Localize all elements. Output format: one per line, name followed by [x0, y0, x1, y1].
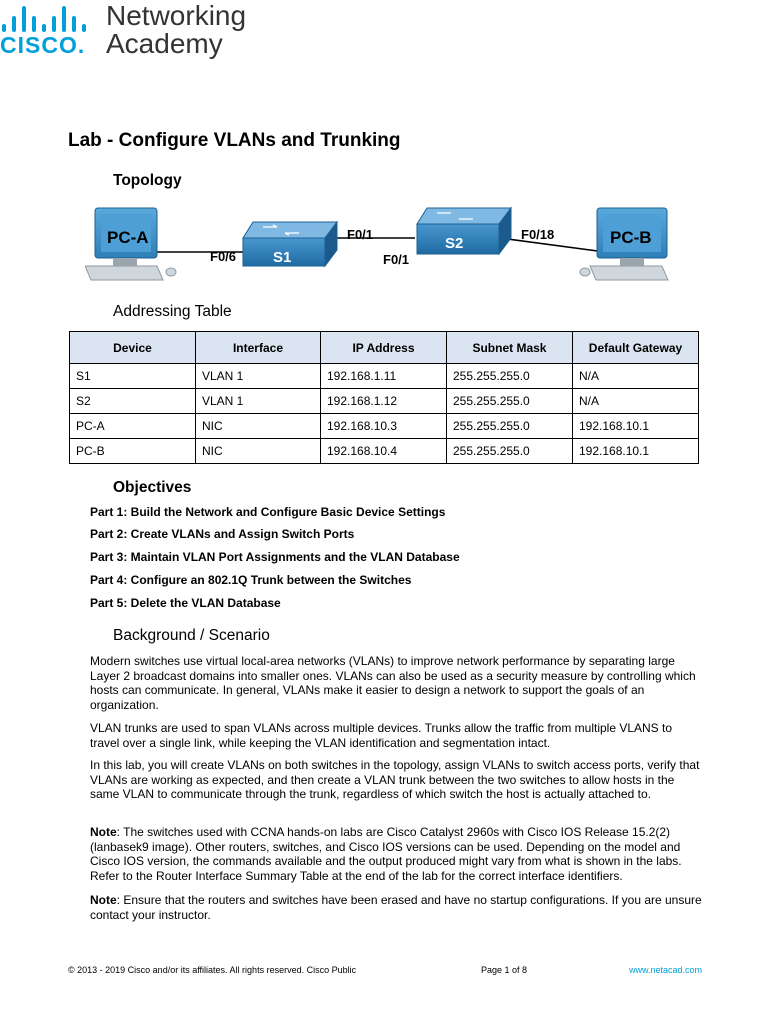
topology-diagram [85, 200, 685, 290]
lab-title: Lab - Configure VLANs and Trunking [68, 130, 401, 151]
table-cell: 255.255.255.0 [446, 364, 572, 389]
objective-item: Part 5: Delete the VLAN Database [90, 596, 281, 610]
table-cell: 192.168.1.12 [320, 389, 446, 414]
cisco-wordmark: CISCO. [0, 32, 86, 58]
topology-heading: Topology [113, 172, 182, 189]
note-paragraph-2 [90, 893, 702, 922]
column-header: Device [70, 332, 196, 364]
column-header: Subnet Mask [446, 332, 572, 364]
table-cell: 255.255.255.0 [446, 414, 572, 439]
table-cell: 192.168.10.3 [320, 414, 446, 439]
objective-item: Part 3: Maintain VLAN Port Assignments and the VLAN Database [90, 550, 460, 564]
note-text: : The switches used with CCNA hands-on labs are Cisco Catalyst 2960s with Cisco IOS Release 15.2(2) (lanbasek9 image). Other routers, switches, and Cisco IOS versions can be used. Depending on the model and Cisco IOS version, the commands available and the output produced might vary from what is shown in the labs. Refer to the Router Interface Summary Table at the end of the lab for the correct interface identifiers. [90, 825, 682, 883]
table-cell: VLAN 1 [196, 364, 321, 389]
table-cell: S2 [70, 389, 196, 414]
cisco-networking-academy-logo [0, 0, 260, 62]
table-cell: 192.168.10.1 [572, 439, 698, 464]
background-paragraph-1: Modern switches use virtual local-area networks (VLANs) to improve network performance by separating large Layer 2 broadcast domains into smaller ones. VLANs can also be used as a security measure by controlling which hosts can communicate. In general, VLANs make it easier to design a network to support the goals of an organization. [90, 654, 696, 712]
column-header: IP Address [320, 332, 446, 364]
objective-item: Part 4: Configure an 802.1Q Trunk between the Switches [90, 573, 412, 587]
interface-label-f0-6: F0/6 [210, 249, 237, 264]
cisco-bars-icon [0, 4, 95, 32]
footer-copyright: © 2013 - 2019 Cisco and/or its affiliates. All rights reserved. Cisco Public [68, 965, 357, 975]
background-paragraph-2: VLAN trunks are used to span VLANs across multiple devices. Trunks allow the traffic from multiple VLANS to travel over a single link, while keeping the VLAN identification and segmentation intact. [90, 721, 673, 750]
note-paragraph-1 [90, 825, 702, 883]
footer-page-number: Page 1 of 8 [481, 965, 528, 975]
table-header-row [70, 332, 699, 364]
table-cell: 192.168.1.11 [320, 364, 446, 389]
s1-label: S1 [273, 249, 292, 266]
table-cell: NIC [196, 414, 321, 439]
footer-url-link[interactable]: www.netacad.com [628, 965, 702, 975]
note-label: Note [90, 825, 117, 839]
addressing-heading: Addressing Table [113, 303, 232, 320]
addressing-table [69, 331, 699, 464]
table-cell: 192.168.10.1 [572, 414, 698, 439]
objectives-heading: Objectives [113, 479, 192, 496]
table-cell: 192.168.10.4 [320, 439, 446, 464]
objective-item: Part 1: Build the Network and Configure Basic Device Settings [90, 505, 446, 519]
table-cell: 255.255.255.0 [446, 439, 572, 464]
table-row [70, 414, 699, 439]
table-cell: PC-A [70, 414, 196, 439]
table-cell: N/A [572, 389, 698, 414]
interface-label-s1-f0-1: F0/1 [347, 227, 374, 242]
table-cell: NIC [196, 439, 321, 464]
pc-b-label: PC-B [610, 228, 652, 247]
interface-label-f0-18: F0/18 [521, 227, 555, 242]
note-label: Note [90, 893, 117, 907]
switch-s2-icon [417, 208, 511, 254]
s2-label: S2 [445, 235, 464, 252]
background-heading: Background / Scenario [113, 627, 270, 644]
table-cell: N/A [572, 364, 698, 389]
table-row [70, 439, 699, 464]
interface-label-s2-f0-1: F0/1 [383, 252, 410, 267]
table-cell: PC-B [70, 439, 196, 464]
column-header: Default Gateway [572, 332, 698, 364]
note-text: : Ensure that the routers and switches have been erased and have no startup configurations. If you are unsure contact your instructor. [90, 893, 702, 922]
table-cell: 255.255.255.0 [446, 389, 572, 414]
table-cell: VLAN 1 [196, 389, 321, 414]
table-cell: S1 [70, 364, 196, 389]
column-header: Interface [196, 332, 321, 364]
logo-academy-text: Academy [106, 28, 223, 59]
objective-item: Part 2: Create VLANs and Assign Switch Ports [90, 527, 355, 541]
table-row [70, 389, 699, 414]
background-paragraph-3: In this lab, you will create VLANs on both switches in the topology, assign VLANs to switch access ports, verify that VLANs are working as expected, and then create a VLAN trunk between the two switches to allow hosts in the same VLAN to communicate through the trunk, regardless of which switch the host is actually attached to. [90, 758, 700, 801]
logo-networking-text: Networking [106, 0, 247, 31]
table-row [70, 364, 699, 389]
pc-a-label: PC-A [107, 228, 149, 247]
